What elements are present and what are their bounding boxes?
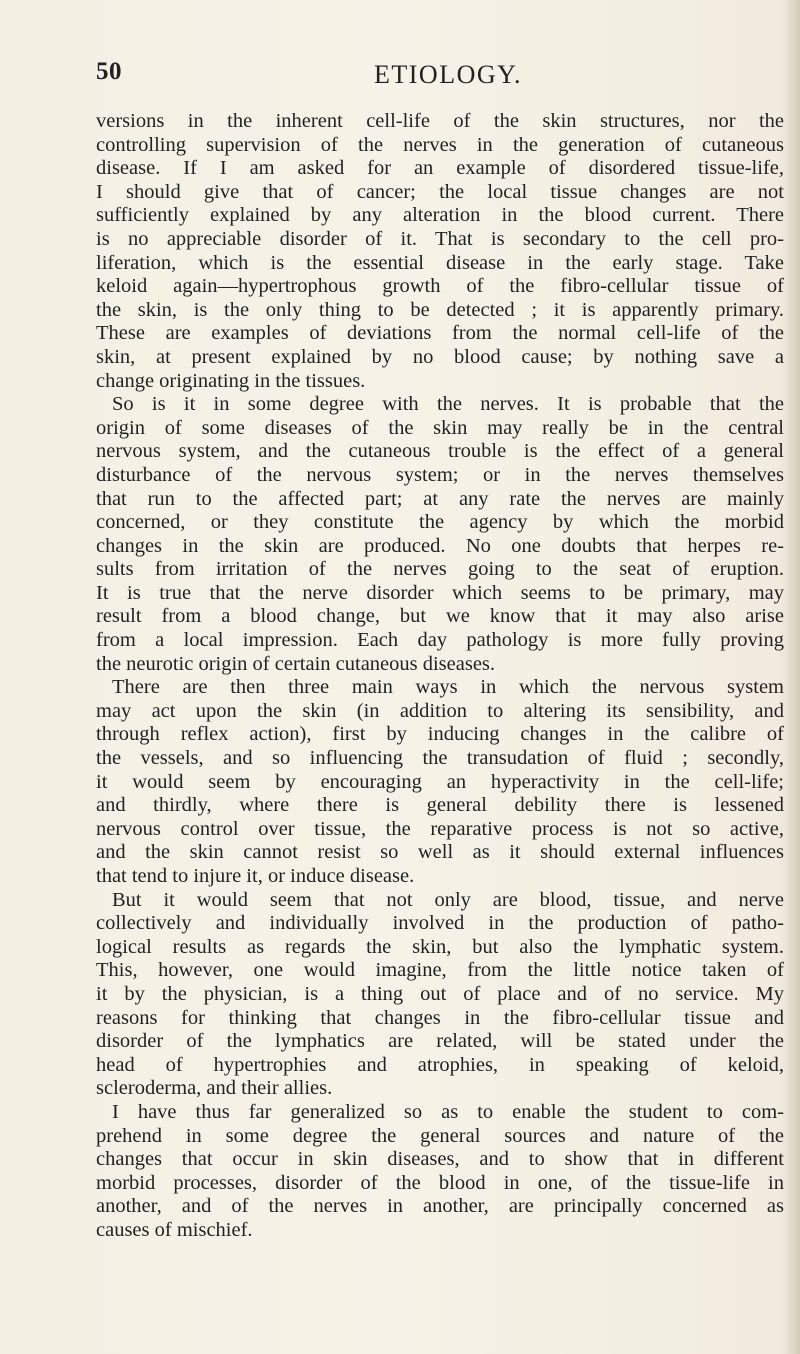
text-line: the skin, is the only thing to be detected ; it is apparently primary. xyxy=(96,298,784,321)
text-line: reasons for thinking that changes in the fibro-cellular tissue and xyxy=(96,1006,784,1029)
text-line: collectively and individually involved in the production of patho- xyxy=(96,912,784,935)
body-text xyxy=(96,110,784,1243)
text-line: may act upon the skin (in addition to altering its sensibility, and xyxy=(96,699,784,722)
text-line: But it would seem that not only are blood, tissue, and nerve xyxy=(112,888,784,911)
text-line: causes of mischief. xyxy=(96,1218,253,1241)
text-line: liferation, which is the essential disease in the early stage. Take xyxy=(96,251,784,274)
text-line: nervous control over tissue, the reparative process is not so active, xyxy=(96,817,784,840)
text-line: These are examples of deviations from the normal cell-life of the xyxy=(96,322,784,345)
text-line: changes in the skin are produced. No one doubts that herpes re- xyxy=(96,534,784,557)
text-line: I have thus far generalized so as to enable the student to com- xyxy=(112,1100,784,1123)
text-line: versions in the inherent cell-life of the skin structures, nor the xyxy=(96,110,784,132)
text-line: This, however, one would imagine, from the little notice taken of xyxy=(96,959,784,982)
text-line: through reflex action), first by inducing changes in the calibre of xyxy=(96,723,784,746)
text-line: it would seem by encouraging an hyperactivity in the cell-life; xyxy=(96,770,784,793)
text-line: sufficiently explained by any alteration in the blood current. There xyxy=(96,204,784,227)
text-line: result from a blood change, but we know that it may also arise xyxy=(96,605,784,628)
text-line: sults from irritation of the nerves going to the seat of eruption. xyxy=(96,558,784,581)
text-line: from a local impression. Each day pathology is more fully proving xyxy=(96,629,784,652)
text-line: So is it in some degree with the nerves. It is probable that the xyxy=(112,393,784,416)
text-line: the vessels, and so influencing the transudation of fluid ; secondly, xyxy=(96,747,784,770)
text-line: it by the physician, is a thing out of place and of no service. My xyxy=(96,982,784,1005)
paragraph-2 xyxy=(96,393,784,676)
text-line: There are then three main ways in which the nervous system xyxy=(112,676,784,699)
text-line: I should give that of cancer; the local tissue changes are not xyxy=(96,180,784,203)
text-line: scleroderma, and their allies. xyxy=(96,1077,333,1100)
paragraph-3 xyxy=(96,676,784,888)
text-line: is no appreciable disorder of it. That is secondary to the cell pro- xyxy=(96,227,784,250)
paragraph-4 xyxy=(96,889,784,1101)
text-line: nervous system, and the cutaneous trouble is the effect of a general xyxy=(96,440,784,463)
text-line: the neurotic origin of certain cutaneous diseases. xyxy=(96,652,496,675)
page-edge-shadow xyxy=(784,0,800,1354)
text-line: It is true that the nerve disorder which seems to be primary, may xyxy=(96,581,784,604)
text-line: morbid processes, disorder of the blood in one, of the tissue-life in xyxy=(96,1171,784,1194)
text-line: controlling supervision of the nerves in the generation of cutaneous xyxy=(96,133,784,156)
paragraph-5 xyxy=(96,1101,784,1243)
text-line: logical results as regards the skin, but also the lymphatic system. xyxy=(96,935,784,958)
page-header xyxy=(96,58,796,98)
paragraph-1 xyxy=(96,110,784,393)
text-line: concerned, or they constitute the agency by which the morbid xyxy=(96,511,784,534)
text-line: skin, at present explained by no blood cause; by nothing save a xyxy=(96,345,784,368)
text-line: that tend to injure it, or induce disease. xyxy=(96,865,415,887)
text-line: change originating in the tissues. xyxy=(96,369,366,392)
text-line: and the skin cannot resist so well as it should external influences xyxy=(96,841,784,864)
text-line: disturbance of the nervous system; or in the nerves themselves xyxy=(96,463,784,486)
text-line: prehend in some degree the general sources and nature of the xyxy=(96,1124,784,1147)
text-line: and thirdly, where there is general debility there is lessened xyxy=(96,794,784,817)
text-line: disease. If I am asked for an example of disordered tissue-life, xyxy=(96,157,784,180)
text-line: disorder of the lymphatics are related, will be stated under the xyxy=(96,1030,784,1053)
text-line: keloid again—hypertrophous growth of the fibro-cellular tissue of xyxy=(96,275,784,298)
page-number: 50 xyxy=(96,58,122,85)
text-line: another, and of the nerves in another, are principally concerned as xyxy=(96,1195,784,1218)
text-line: changes that occur in skin diseases, and to show that in different xyxy=(96,1148,784,1171)
text-line: that run to the affected part; at any rate the nerves are mainly xyxy=(96,487,784,510)
running-head: ETIOLOGY. xyxy=(374,60,523,89)
text-line: head of hypertrophies and atrophies, in speaking of keloid, xyxy=(96,1053,784,1076)
text-line: origin of some diseases of the skin may really be in the central xyxy=(96,416,784,439)
